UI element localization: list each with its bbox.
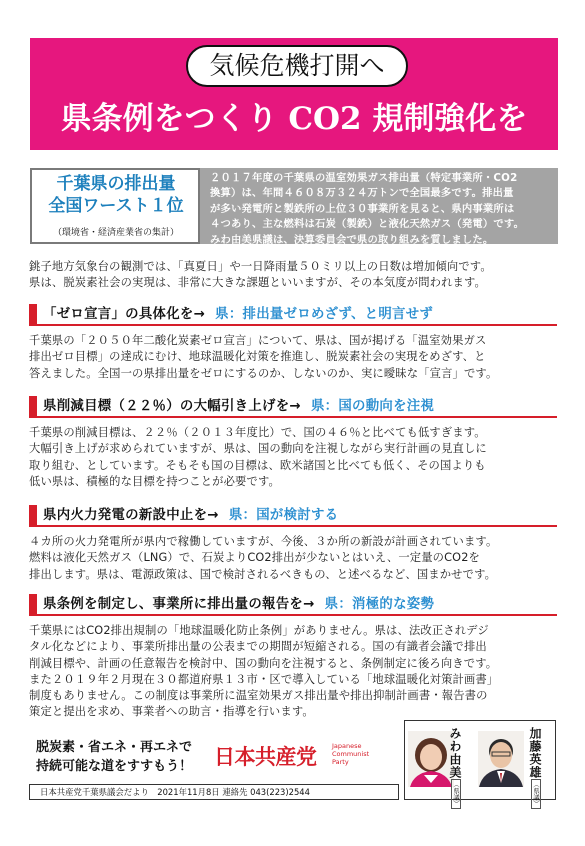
- candidate-role-miwa: （県議）: [452, 781, 460, 807]
- heading-text: [43, 397, 434, 416]
- headline: 県条例をつくり CO2 規制強化を: [60, 101, 528, 137]
- text-line: 燃料は液化天然ガス（LNG）で、石炭よりCO2排出が少ないとはいえ、一定量のCO2を: [29, 551, 480, 565]
- worst-title-line2: 全国ワースト１位: [48, 196, 184, 216]
- heading-text: [43, 506, 338, 525]
- text-line: 低い県は、積極的な目標を持つことが必要です。: [29, 474, 280, 488]
- heading-response: 県：消極的な姿勢: [324, 597, 435, 612]
- summary-line: みわ由美県議は、決算委員会で県の取り組みを質しました。: [210, 233, 494, 246]
- heading-demand: 県削減目標（２２％）の大幅引き上げを→: [43, 399, 301, 414]
- section-body-ordinance: [29, 623, 557, 721]
- summary-line: ４つあり、主な燃料は石炭（製鉄）と液化天然ガス（発電）です。: [210, 218, 525, 231]
- section-heading-thermal-power: [29, 505, 557, 527]
- section-body-thermal-power: [29, 534, 557, 583]
- text-line: 千葉県にはCO2排出規制の「地球温暖化防止条例」がありません。県は、法改正されデジ: [29, 624, 489, 637]
- candidate-name-kato: 加藤英雄: [528, 727, 542, 779]
- worst-title: [36, 173, 196, 217]
- section-body-reduction-target: [29, 425, 557, 490]
- party-en-line: Party: [332, 758, 349, 766]
- text-line: ４カ所の火力発電所が県内で稼働していますが、今後、３か所の新設が計画されています。: [29, 535, 498, 548]
- party-name-english: [332, 742, 392, 766]
- party-en-line: Communist: [332, 750, 370, 758]
- text-line: 銚子地方気象台の観測では、「真夏日」や一日降雨量５０ミリ以上の日数は増加傾向です。: [29, 260, 492, 273]
- party-logo: 日本共産党: [214, 744, 317, 769]
- summary-text: [210, 171, 554, 248]
- heading-demand: 県内火力発電の新設中止を→: [43, 508, 219, 523]
- section-heading-reduction-target: [29, 396, 557, 418]
- heading-underline: [37, 525, 557, 527]
- section-heading-zero-declaration: [29, 304, 557, 326]
- text-line: 排出します。県は、電源政策は、国で検討されるべきもの、と述べるなど、国まかせです。: [29, 567, 497, 581]
- text-line: 制度もありません。この制度は事業所に温室効果ガス排出量や排出抑制計画書・報告書の: [29, 689, 488, 703]
- text-line: 大幅引き上げが求められていますが、県は、国の動向を注視しながら実行計画の見直しに: [29, 442, 487, 456]
- slogan: [36, 738, 216, 776]
- text-line: タル化などにより、事業所排出量の公表までの期間が短縮される。国の有識者会議で排出: [29, 640, 487, 654]
- summary-line: 換算）は、年間４６０８万３２４万トンで全国最多です。排出量: [210, 187, 514, 200]
- intro-paragraph: [29, 259, 557, 292]
- heading-text: [43, 305, 433, 324]
- text-line: 県は、脱炭素社会の実現は、非常に大きな課題といいますが、その本気度が問われます。: [29, 276, 486, 290]
- heading-response: 県：国の動向を注視: [310, 399, 435, 414]
- slogan-line: 脱炭素・省エネ・再エネで: [36, 740, 193, 755]
- heading-underline: [37, 416, 557, 418]
- candidate-name-miwa: みわ由美: [448, 727, 462, 779]
- heading-response: 県：国が検討する: [228, 508, 339, 523]
- heading-bar: [29, 396, 37, 418]
- heading-bar: [29, 304, 37, 326]
- heading-text: [43, 595, 434, 614]
- text-line: 取り組む、としています。そもそも国の目標は、欧米諸国と比べても低く、その国よりも: [29, 458, 486, 472]
- text-line: 削減目標や、計画の任意報告を検討中、国の動向を注視すると、条例制定に後ろ向きです。: [29, 656, 498, 670]
- heading-response: 県：排出量ゼロめざず、と明言せず: [215, 307, 434, 322]
- header-pill: 気候危機打開へ: [186, 45, 408, 87]
- text-line: 千葉県の削減目標は、２２％（２０１３年度比）で、国の４６％と比べても低すぎます。: [29, 426, 486, 439]
- heading-demand: 「ゼロ宣言」の具体化を→: [43, 307, 206, 322]
- heading-bar: [29, 505, 37, 527]
- section-heading-ordinance: [29, 594, 557, 616]
- summary-line: が多い発電所と製鉄所の上位３０事業所を見ると、県内事業所は: [210, 202, 515, 215]
- worst-source: （環境省・経済産業省の集計）: [52, 228, 179, 238]
- slogan-line: 持続可能な道をすすもう！: [36, 759, 193, 774]
- section-body-zero-declaration: [29, 333, 557, 382]
- party-en-line: Japanese: [332, 742, 362, 750]
- text-line: 答えました。全国一の県排出量をゼロにするのか、しないのか、実に曖昧な「宣言」です。: [29, 366, 498, 380]
- newsletter-footer: 日本共産党千葉県議会だより 2021年11月8日 連絡先 043(223)2544: [29, 784, 399, 800]
- text-line: また２０１９年２月現在３０都道府県１３市・区で導入している「地球温暖化対策計画書」: [29, 672, 499, 686]
- heading-demand: 県条例を制定し、事業所に排出量の報告を→: [43, 597, 315, 612]
- text-line: 千葉県の「２０５０年二酸化炭素ゼロ宣言」について、県は、国が掲げる「温室効果ガス: [29, 334, 487, 347]
- worst-title-line1: 千葉県の排出量: [56, 174, 176, 194]
- text-line: 策定と提出を求め、事業者への助言・指導を行います。: [29, 705, 314, 719]
- heading-underline: [37, 324, 557, 326]
- heading-underline: [37, 614, 557, 616]
- heading-bar: [29, 594, 37, 616]
- text-line: 排出ゼロ目標」の達成にむけ、地球温暖化対策を推進し、脱炭素社会の実現をめざす、と: [29, 350, 486, 364]
- summary-line: ２０１７年度の千葉県の温室効果ガス排出量（特定事業所・CO2: [210, 172, 518, 184]
- candidate-photo-kato: [478, 731, 524, 787]
- candidate-role-kato: （県議）: [532, 781, 540, 807]
